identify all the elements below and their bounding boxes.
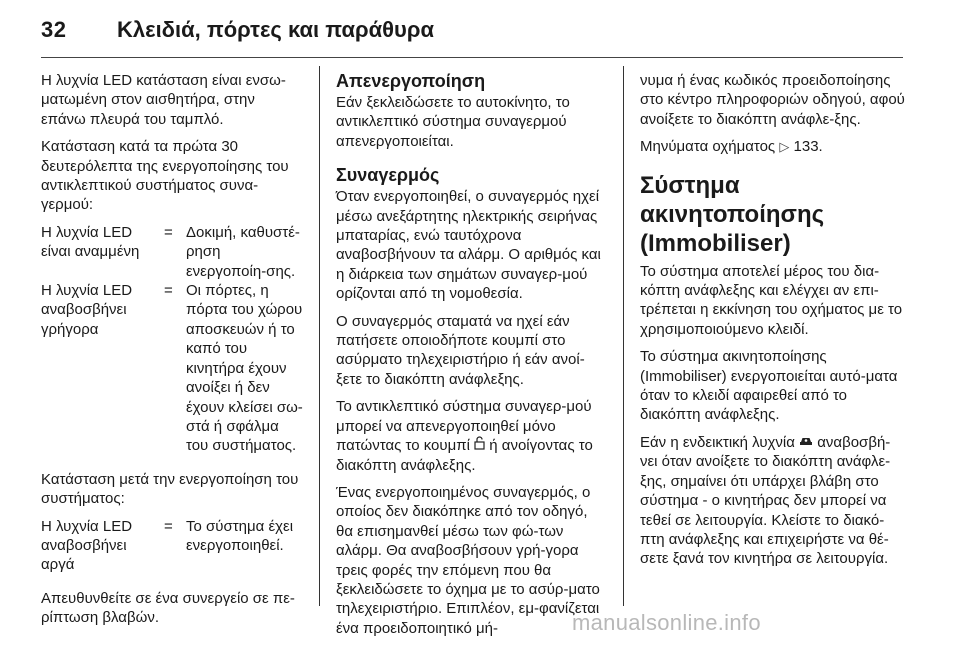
column-left [41,71,303,636]
text-run: Το αντικλεπτικό σύστημα συναγερ‐μού μπορεί να απενεργοποιηθεί μόνο πατώντας το κουμπί [336,398,592,455]
table-term: Η λυχνία LED είναι αναμμένη [41,223,140,261]
paragraph: Ο συναγερμός σταματά να ηχεί εάν πατήσετε οποιοδήποτε κουμπί στο ασύρματο τηλεχειριστήριο ή εάν ανοί‐ξετε το διακόπτη ανάφλεξης. [336,312,585,388]
column-divider [319,66,320,606]
chapter-title: Κλειδιά, πόρτες και παράθυρα [117,17,434,42]
table-desc: Οι πόρτες, η πόρτα του χώρου αποσκευών ή το καπό του κινητήρα έχουν ανοίξει ή δεν έχουν κλείσει σω‐στά ή σφάλμα του συστήματος. [186,282,303,455]
text-run: Μηνύματα οχήματος [640,138,780,156]
status-table-initial [41,223,303,456]
section-heading-deactivation: Απενεργοποίηση [336,71,486,91]
paragraph [336,397,608,475]
paragraph: Η λυχνία LED κατάσταση είναι ενσω‐ματωμένη στον αισθητήρα, στην επάνω πλευρά του ταμπλό. [41,72,286,128]
text-run: αναβοσβή‐νει όταν ανοίξετε το διακόπτη ανάφλε‐ξης, σημαίνει ότι υπάρχει βλάβη στο σύστημα - ο κινητήρας δεν μπορεί να τεθεί σε λειτουργία. Κλείστε το διακό‐πτη ανάφλεξης και επιχειρήστε να θέ‐σετε ξανά τον κινητήρα σε λειτουργία. [640,433,891,568]
paragraph: Το σύστημα αποτελεί μέρος του δια‐κόπτη ανάφλεξης και ελέγχει αν επι‐τρέπεται η εκκίνηση του οχήματος με το χρησιμοποιούμενο κλειδί. [640,262,903,338]
status-table-after [41,517,303,575]
paragraph: Όταν ενεργοποιηθεί, ο συναγερμός ηχεί μέσω ανεξάρτητης ηλεκτρικής σειρήνας μπαταρίας, ενώ ταυτόχρονα αναβοσβήνουν τα αλάρμ. Ο αριθμός και η διάρκεια των σημάτων συναγερ‐μού ορίζονται από τη νομοθεσία. [336,188,601,303]
table-term: Η λυχνία LED αναβοσβήνει γρήγορα [41,282,133,338]
table-equals: = [164,517,173,535]
page-number: 32 [41,17,67,42]
column-divider [623,66,624,606]
table-equals: = [164,282,173,300]
paragraph: Εάν ξεκλειδώσετε το αυτοκίνητο, το αντικλεπτικό σύστημα συναγερμού απενεργοποιείται. [336,94,570,150]
car-key-indicator-icon [799,433,813,452]
watermark: manualsonline.info [572,610,761,635]
table-desc: Το σύστημα έχει ενεργοποιηθεί. [186,517,294,554]
text-run: Εάν η ενδεικτική λυχνία [640,433,800,451]
paragraph: Ένας ενεργοποιημένος συναγερμός, ο οποίος δεν διακόπηκε από τον οδηγό, θα επισημανθεί μέσω των φώ‐των αλάρμ. Θα αναβοσβήσουν γρή‐γορα τρεις φορές την επόμενη που θα ξεκλειδώσετε το όχημα με το ασύρ‐ματο τηλεχειριστήριο. Επιπλέον, εμ‐φανίζεται ένα προειδοποιητικό μή‐ [336,483,600,637]
paragraph: Το σύστημα ακινητοποίησης (Immobiliser) ενεργοποιείται αυτό‐ματα όταν το κλειδί αφαιρεθεί από το διακόπτη ανάφλεξης. [640,348,898,424]
page-header [0,0,960,60]
paragraph [640,433,906,569]
section-heading-immobiliser: Σύστημα ακινητοποίησης (Immobiliser) [640,171,825,257]
paragraph: Κατάσταση μετά την ενεργοποίηση του συστήματος: [41,470,299,508]
unlock-icon [474,436,485,455]
column-right [640,71,906,577]
column-middle [336,71,608,646]
table-desc: Δοκιμή, καθυστέ‐ρηση ενεργοποίη‐σης. [186,223,300,280]
paragraph: νυμα ή ένας κωδικός προειδοποίησης στο κέντρο πληροφοριών οδηγού, αφού ανοίξετε το διακόπτη ανάφλε‐ξης. [640,72,905,128]
table-equals: = [164,223,173,241]
paragraph: Κατάσταση κατά τα πρώτα 30 δευτερόλεπτα της ενεργοποίησης του αντικλεπτικού συστήματος συνα‐γερμού: [41,138,289,214]
text-run: 133. [789,138,823,156]
paragraph: Απευθυνθείτε σε ένα συνεργείο σε πε‐ρίπτωση βλαβών. [41,589,295,627]
text-run: ή ανοίγοντας το διακόπτη ανάφλεξης. [336,437,593,474]
header-divider [41,57,903,58]
section-heading-alarm: Συναγερμός [336,165,440,186]
table-term: Η λυχνία LED αναβοσβήνει αργά [41,517,133,574]
paragraph [640,137,906,156]
cross-reference-arrow-icon: ▷ [779,139,790,155]
